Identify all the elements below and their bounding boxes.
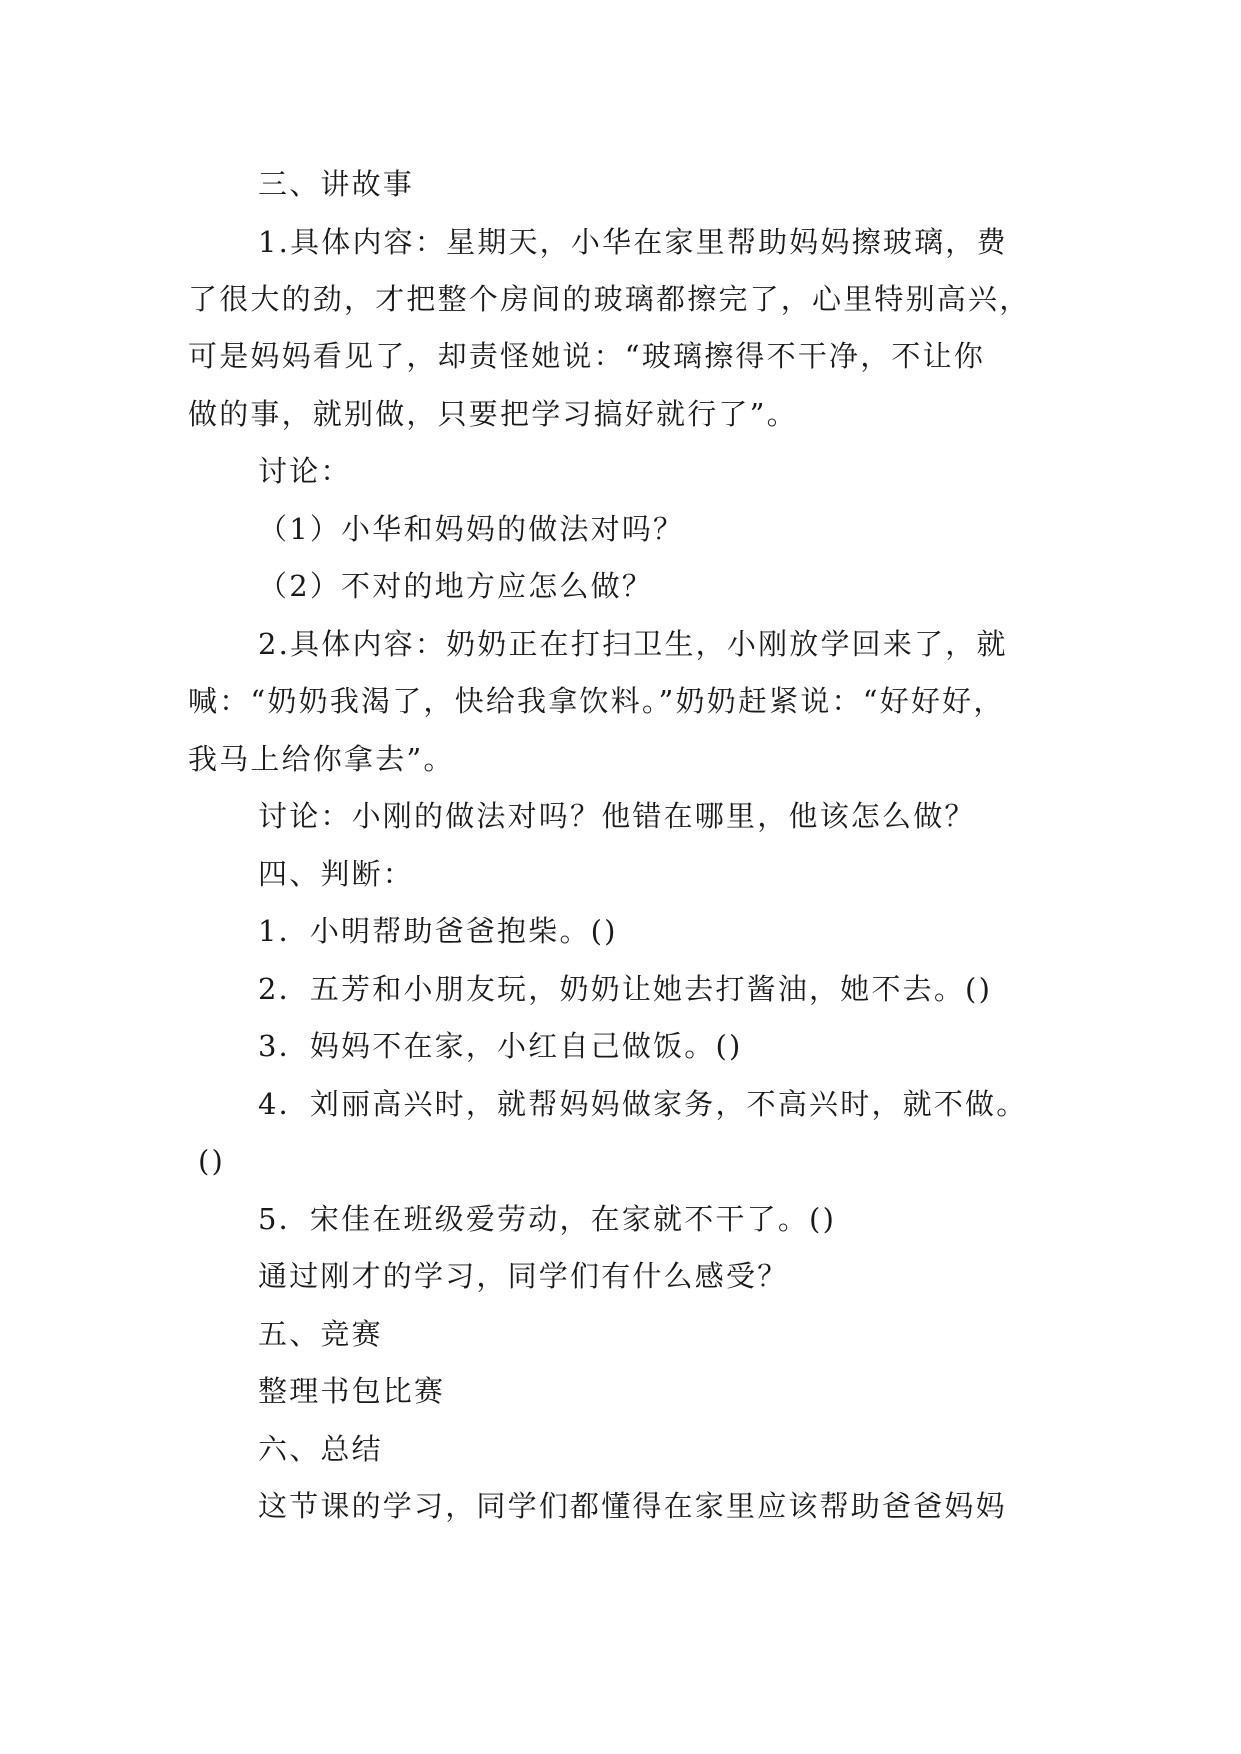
discussion-question: 讨论：小刚的做法对吗？他错在哪里，他该怎么做？ bbox=[258, 799, 976, 833]
judgement-item: 3．妈妈不在家，小红自己做饭。() bbox=[258, 1029, 743, 1063]
judgement-item: 5．宋佳在班级爱劳动，在家就不干了。() bbox=[258, 1202, 837, 1236]
section-heading-competition: 五、竞赛 bbox=[258, 1317, 383, 1351]
paragraph-line: 这节课的学习，同学们都懂得在家里应该帮助爸爸妈妈 bbox=[258, 1489, 1007, 1523]
judgement-item: 2．五芳和小朋友玩，奶奶让她去打酱油，她不去。() bbox=[258, 972, 993, 1006]
discussion-question: （2）不对的地方应怎么做？ bbox=[258, 569, 654, 603]
section-heading-story: 三、讲故事 bbox=[258, 167, 415, 201]
paragraph-line: 我马上给你拿去”。 bbox=[188, 742, 455, 776]
paragraph-line: 了很大的劲，才把整个房间的玻璃都擦完了，心里特别高兴， bbox=[188, 282, 1031, 316]
discussion-label: 讨论： bbox=[258, 454, 352, 488]
judgement-item: 1．小明帮助爸爸抱柴。() bbox=[258, 914, 618, 948]
paragraph-line: 2.具体内容：奶奶正在打扫卫生，小刚放学回来了，就 bbox=[258, 627, 1008, 661]
paragraph-line: 做的事，就别做，只要把学习搞好就行了”。 bbox=[188, 397, 798, 431]
judgement-item: 4．刘丽高兴时，就帮妈妈做家务，不高兴时，就不做。 bbox=[258, 1087, 1028, 1121]
judgement-item-continuation: () bbox=[198, 1144, 226, 1178]
paragraph-line: 通过刚才的学习，同学们有什么感受？ bbox=[258, 1259, 789, 1293]
paragraph-line: 喊：“奶奶我渴了，快给我拿饮料。”奶奶赶紧说：“好好好， bbox=[188, 684, 1005, 718]
paragraph-line: 可是妈妈看见了，却责怪她说：“玻璃擦得不干净，不让你 bbox=[188, 339, 986, 373]
discussion-question: （1）小华和妈妈的做法对吗？ bbox=[258, 512, 685, 546]
section-heading-summary: 六、总结 bbox=[258, 1432, 383, 1466]
section-heading-judgement: 四、判断： bbox=[258, 857, 415, 891]
paragraph-line: 1.具体内容：星期天，小华在家里帮助妈妈擦玻璃，费 bbox=[258, 225, 1008, 259]
paragraph-line: 整理书包比赛 bbox=[258, 1374, 446, 1408]
